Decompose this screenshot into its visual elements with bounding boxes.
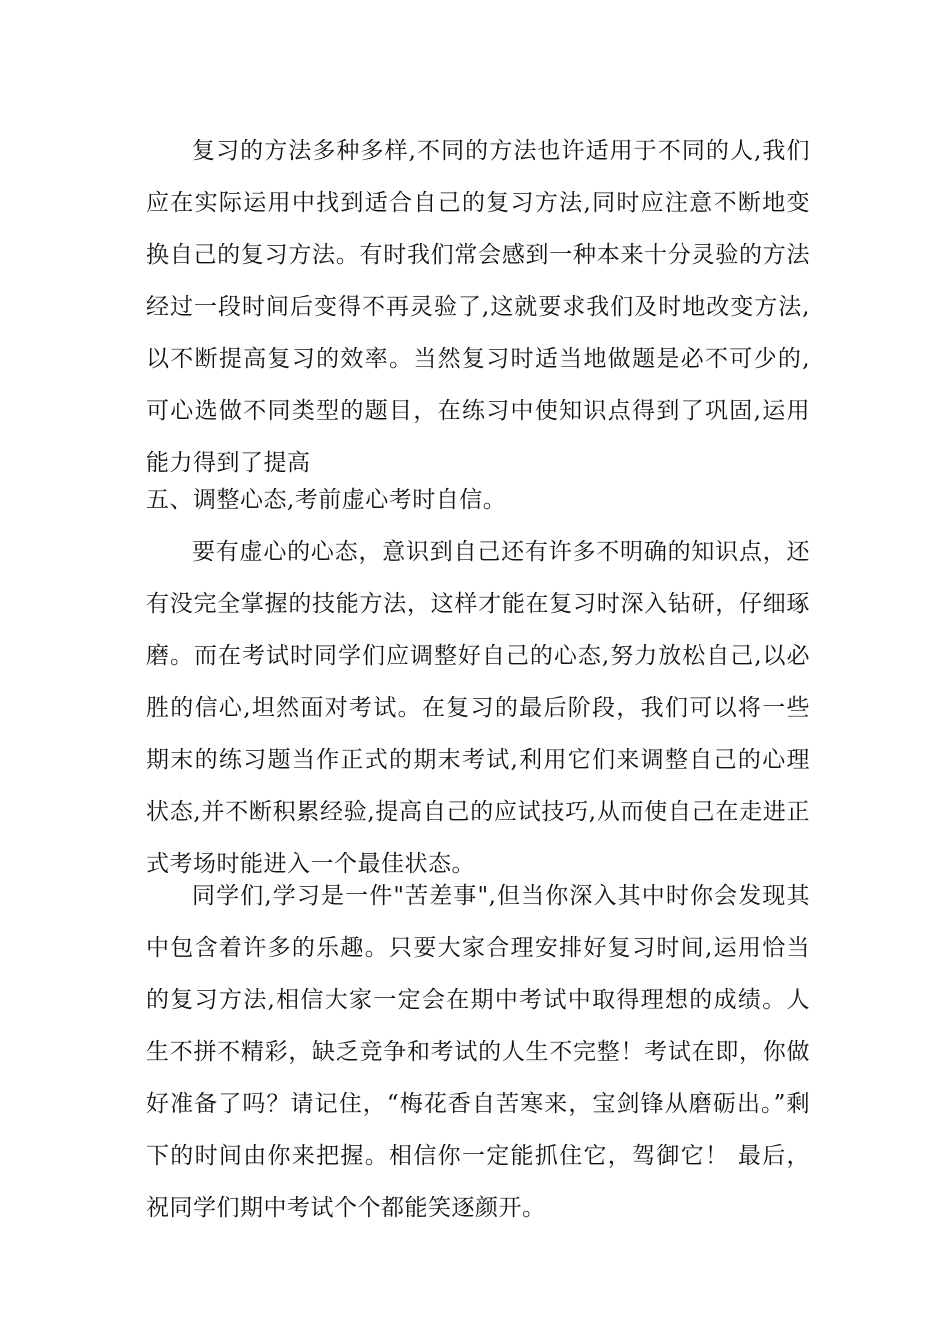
paragraph-text: 复习的方法多种多样,不同的方法也许适用于不同的人,我们应在实际运用中找到适合自己的复习方法,同时应注意不断地变换自己的复习方法。有时我们常会感到一种本来十分灵验的方法经过一段时间后变得不再灵验了,这就要求我们及时地改变方法,以不断提高复习的效率。当然复习时适当地做题是必不可少的,可心选做不同类型的题目，在练习中使知识点得到了巩固,运用能力得到了提高 <box>146 138 810 476</box>
section-heading-text: 五、调整心态,考前虚心考时自信。 <box>146 487 507 513</box>
section-heading <box>146 474 810 526</box>
document-paragraph <box>146 526 810 890</box>
paragraph-text: 要有虚心的心态，意识到自己还有许多不明确的知识点，还有没完全掌握的技能方法，这样才能在复习时深入钻研，仔细琢磨。而在考试时同学们应调整好自己的心态,努力放松自己,以必胜的信心,坦然面对考试。在复习的最后阶段，我们可以将一些期末的练习题当作正式的期末考试,利用它们来调整自己的心理状态,并不断积累经验,提高自己的应试技巧,从而使自己在走进正式考场时能进入一个最佳状态。 <box>146 539 810 877</box>
paragraph-text: 同学们,学习是一件"苦差事",但当你深入其中时你会发现其中包含着许多的乐趣。只要大家合理安排好复习时间,运用恰当的复习方法,相信大家一定会在期中考试中取得理想的成绩。人生不拼不精彩，缺乏竞争和考试的人生不完整！考试在即，你做好准备了吗？请记住，“梅花香自苦寒来，宝剑锋从磨砺出。”剩下的时间由你来把握。相信你一定能抓住它，驾御它！ 最后，祝同学们期中考试个个都能笑逐颜开。 <box>146 883 810 1221</box>
document-paragraph <box>146 125 810 489</box>
document-paragraph <box>146 870 810 1234</box>
